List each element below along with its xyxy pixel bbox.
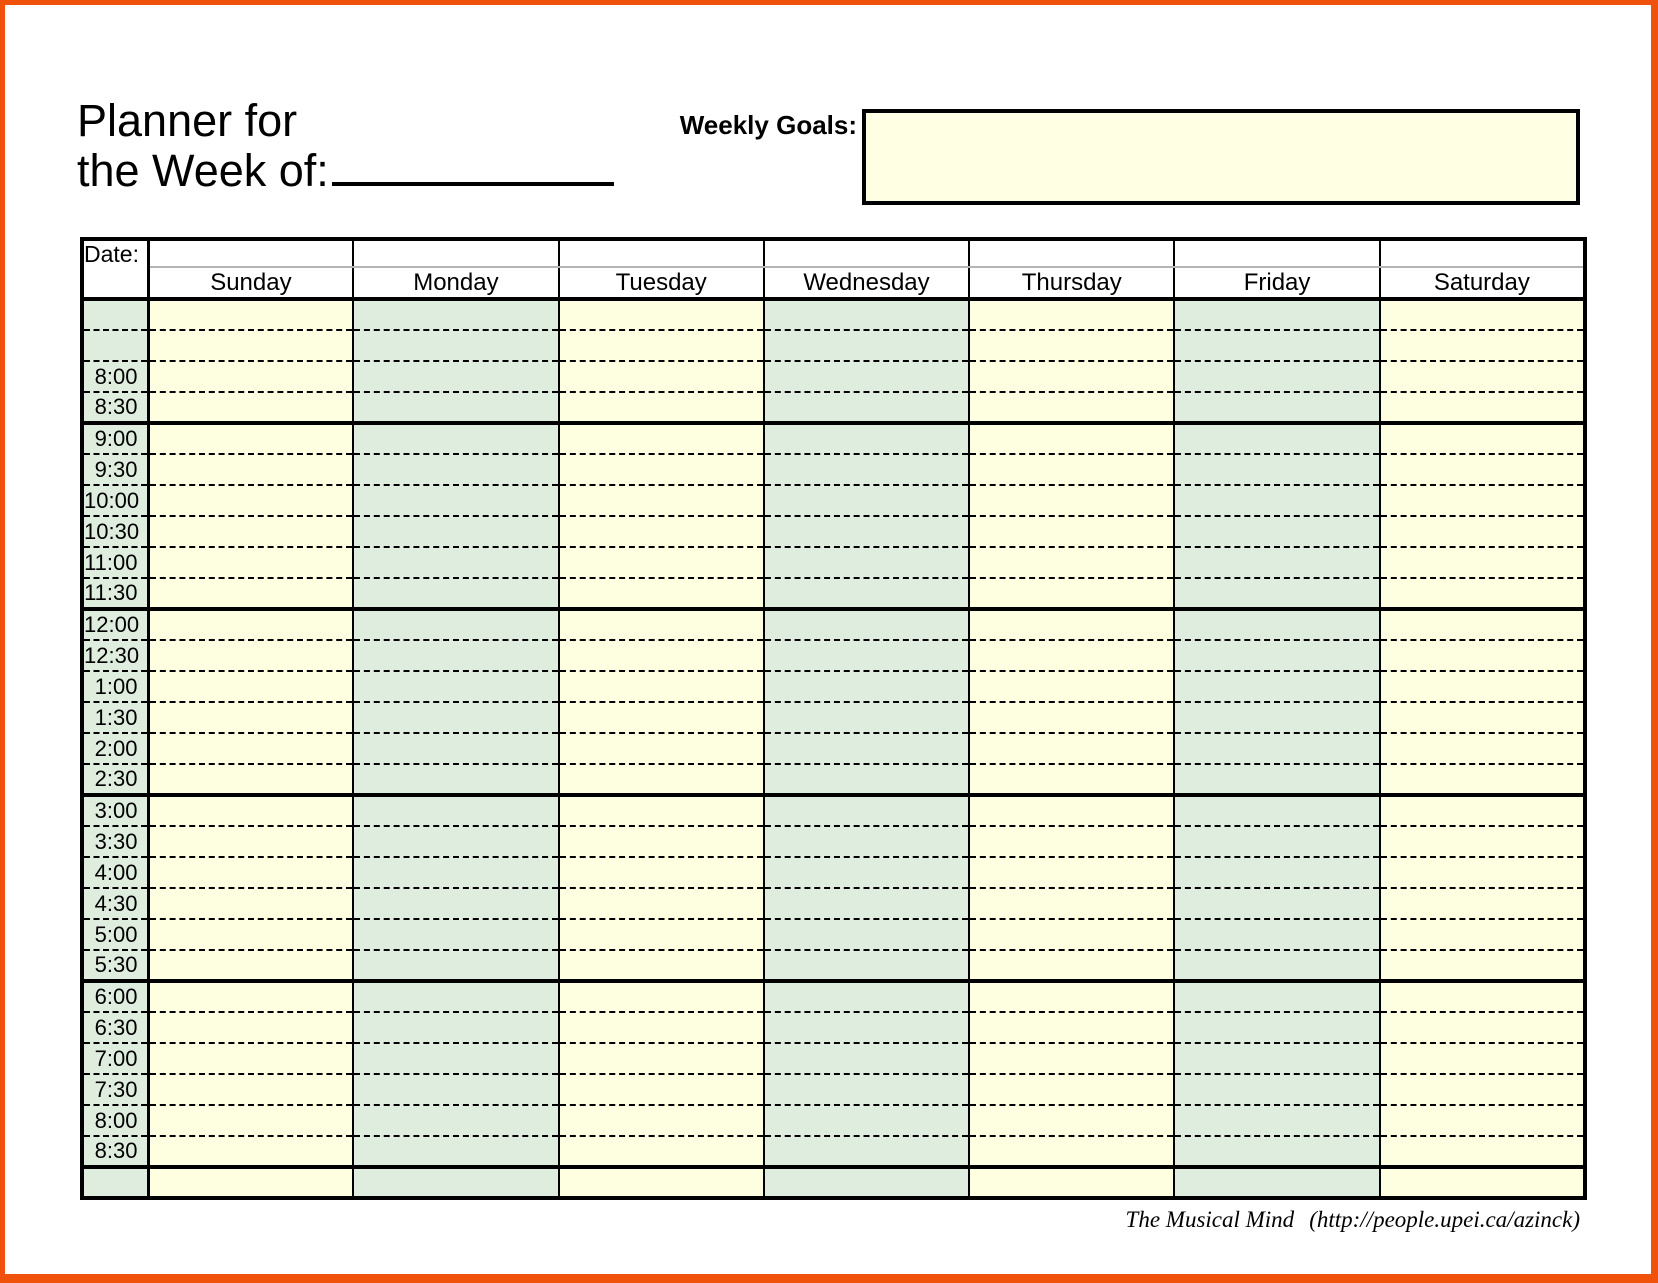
schedule-cell-sunday-330[interactable] — [148, 826, 353, 857]
day-header-monday: Monday — [353, 267, 558, 299]
date-row — [82, 239, 1585, 267]
schedule-cell-saturday-830[interactable] — [1380, 392, 1585, 423]
time-label-900: 9:00 — [82, 423, 148, 454]
schedule-cell-friday-730[interactable] — [1174, 1074, 1379, 1105]
schedule-cell-saturday-900[interactable] — [1380, 423, 1585, 454]
schedule-cell-monday-230[interactable] — [353, 764, 558, 795]
schedule-cell-wednesday[interactable] — [764, 299, 969, 330]
schedule-cell-monday-1000[interactable] — [353, 485, 558, 516]
time-row — [82, 1043, 1585, 1074]
schedule-cell-friday-800[interactable] — [1174, 361, 1379, 392]
schedule-cell-sunday-730[interactable] — [148, 1074, 353, 1105]
schedule-cell-sunday-530[interactable] — [148, 950, 353, 981]
schedule-cell-saturday-1030[interactable] — [1380, 516, 1585, 547]
time-row — [82, 1105, 1585, 1136]
schedule-cell-tuesday[interactable] — [559, 299, 764, 330]
schedule-cell-thursday-930[interactable] — [969, 454, 1174, 485]
schedule-cell-saturday-1100[interactable] — [1380, 547, 1585, 578]
schedule-cell-saturday[interactable] — [1380, 299, 1585, 330]
weekly-goals-input-box[interactable] — [862, 109, 1580, 205]
schedule-cell-sunday[interactable] — [148, 1167, 353, 1198]
schedule-cell-wednesday-700[interactable] — [764, 1043, 969, 1074]
schedule-cell-saturday-630[interactable] — [1380, 1012, 1585, 1043]
time-label-330: 3:30 — [82, 826, 148, 857]
schedule-cell-thursday-530[interactable] — [969, 950, 1174, 981]
schedule-cell-monday-630[interactable] — [353, 1012, 558, 1043]
schedule-cell-thursday-230[interactable] — [969, 764, 1174, 795]
time-row — [82, 764, 1585, 795]
credit-name: The Musical Mind — [1125, 1207, 1295, 1232]
schedule-cell-wednesday-530[interactable] — [764, 950, 969, 981]
schedule-cell-sunday[interactable] — [148, 299, 353, 330]
schedule-cell-saturday-700[interactable] — [1380, 1043, 1585, 1074]
time-label-630: 6:30 — [82, 1012, 148, 1043]
schedule-cell-friday[interactable] — [1174, 1167, 1379, 1198]
schedule-cell-saturday-100[interactable] — [1380, 671, 1585, 702]
time-row — [82, 609, 1585, 640]
schedule-cell-thursday-1000[interactable] — [969, 485, 1174, 516]
time-label-blank — [82, 330, 148, 361]
schedule-cell-monday-700[interactable] — [353, 1043, 558, 1074]
schedule-cell-thursday-300[interactable] — [969, 795, 1174, 826]
schedule-cell-thursday[interactable] — [969, 1167, 1174, 1198]
schedule-cell-tuesday-330[interactable] — [559, 826, 764, 857]
time-label-800: 8:00 — [82, 1105, 148, 1136]
schedule-cell-wednesday-500[interactable] — [764, 919, 969, 950]
schedule-cell-thursday[interactable] — [969, 330, 1174, 361]
schedule-cell-tuesday-800[interactable] — [559, 361, 764, 392]
page-title — [77, 96, 614, 196]
date-label: Date: — [82, 239, 148, 299]
date-entry-cell-saturday[interactable] — [1380, 239, 1585, 267]
time-row — [82, 919, 1585, 950]
time-label-1200: 12:00 — [82, 609, 148, 640]
schedule-cell-sunday-200[interactable] — [148, 733, 353, 764]
schedule-cell-wednesday[interactable] — [764, 1167, 969, 1198]
schedule-cell-monday-1100[interactable] — [353, 547, 558, 578]
time-row — [82, 857, 1585, 888]
time-label-500: 5:00 — [82, 919, 148, 950]
schedule-cell-friday-1230[interactable] — [1174, 640, 1379, 671]
schedule-cell-wednesday-830[interactable] — [764, 392, 969, 423]
date-entry-cell-tuesday[interactable] — [559, 239, 764, 267]
day-header-sunday: Sunday — [148, 267, 353, 299]
schedule-cell-tuesday-1000[interactable] — [559, 485, 764, 516]
time-row — [82, 671, 1585, 702]
schedule-cell-wednesday-300[interactable] — [764, 795, 969, 826]
schedule-cell-saturday-930[interactable] — [1380, 454, 1585, 485]
schedule-cell-friday-1000[interactable] — [1174, 485, 1379, 516]
schedule-cell-tuesday-930[interactable] — [559, 454, 764, 485]
schedule-cell-monday-200[interactable] — [353, 733, 558, 764]
schedule-cell-wednesday-1230[interactable] — [764, 640, 969, 671]
schedule-cell-tuesday-1100[interactable] — [559, 547, 764, 578]
time-label-1230: 12:30 — [82, 640, 148, 671]
credit-line — [1126, 1207, 1580, 1233]
schedule-cell-saturday-730[interactable] — [1380, 1074, 1585, 1105]
credit-url: (http://people.upei.ca/azinck) — [1309, 1207, 1580, 1232]
schedule-cell-wednesday-330[interactable] — [764, 826, 969, 857]
schedule-cell-wednesday-100[interactable] — [764, 671, 969, 702]
schedule-cell-sunday-1130[interactable] — [148, 578, 353, 609]
schedule-cell-monday[interactable] — [353, 1167, 558, 1198]
schedule-cell-thursday-700[interactable] — [969, 1043, 1174, 1074]
title-line2: the Week of: — [77, 145, 329, 196]
schedule-cell-thursday-1100[interactable] — [969, 547, 1174, 578]
schedule-cell-thursday-600[interactable] — [969, 981, 1174, 1012]
schedule-cell-tuesday-700[interactable] — [559, 1043, 764, 1074]
schedule-cell-sunday-800[interactable] — [148, 361, 353, 392]
schedule-cell-monday[interactable] — [353, 299, 558, 330]
time-row — [82, 547, 1585, 578]
time-label-830: 8:30 — [82, 392, 148, 423]
schedule-cell-thursday-830[interactable] — [969, 1136, 1174, 1167]
schedule-cell-sunday-930[interactable] — [148, 454, 353, 485]
time-label-830: 8:30 — [82, 1136, 148, 1167]
schedule-cell-friday-130[interactable] — [1174, 702, 1379, 733]
schedule-cell-monday-1230[interactable] — [353, 640, 558, 671]
schedule-cell-saturday-430[interactable] — [1380, 888, 1585, 919]
schedule-cell-thursday-400[interactable] — [969, 857, 1174, 888]
schedule-cell-monday-130[interactable] — [353, 702, 558, 733]
schedule-cell-tuesday-830[interactable] — [559, 1136, 764, 1167]
schedule-cell-saturday-230[interactable] — [1380, 764, 1585, 795]
time-row — [82, 950, 1585, 981]
time-row — [82, 299, 1585, 330]
schedule-cell-saturday-130[interactable] — [1380, 702, 1585, 733]
day-header-tuesday: Tuesday — [559, 267, 764, 299]
time-label-blank — [82, 1167, 148, 1198]
schedule-cell-friday-300[interactable] — [1174, 795, 1379, 826]
schedule-cell-friday-830[interactable] — [1174, 1136, 1379, 1167]
schedule-cell-sunday-230[interactable] — [148, 764, 353, 795]
day-header-saturday: Saturday — [1380, 267, 1585, 299]
time-label-blank — [82, 299, 148, 330]
schedule-cell-wednesday-730[interactable] — [764, 1074, 969, 1105]
schedule-cell-wednesday-130[interactable] — [764, 702, 969, 733]
schedule-cell-friday-1200[interactable] — [1174, 609, 1379, 640]
schedule-cell-sunday-600[interactable] — [148, 981, 353, 1012]
schedule-cell-thursday-200[interactable] — [969, 733, 1174, 764]
time-row — [82, 392, 1585, 423]
schedule-cell-friday-400[interactable] — [1174, 857, 1379, 888]
schedule-cell-friday-200[interactable] — [1174, 733, 1379, 764]
schedule-cell-friday-630[interactable] — [1174, 1012, 1379, 1043]
schedule-cell-wednesday-1100[interactable] — [764, 547, 969, 578]
schedule-cell-friday-500[interactable] — [1174, 919, 1379, 950]
schedule-cell-monday-730[interactable] — [353, 1074, 558, 1105]
time-label-1130: 11:30 — [82, 578, 148, 609]
schedule-cell-monday-330[interactable] — [353, 826, 558, 857]
time-row — [82, 330, 1585, 361]
schedule-cell-thursday-100[interactable] — [969, 671, 1174, 702]
schedule-cell-thursday-830[interactable] — [969, 392, 1174, 423]
schedule-cell-tuesday-900[interactable] — [559, 423, 764, 454]
weekly-planner-table — [80, 237, 1587, 1200]
schedule-cell-tuesday-130[interactable] — [559, 702, 764, 733]
time-row — [82, 640, 1585, 671]
date-entry-cell-thursday[interactable] — [969, 239, 1174, 267]
schedule-cell-saturday-830[interactable] — [1380, 1136, 1585, 1167]
schedule-cell-tuesday-1200[interactable] — [559, 609, 764, 640]
schedule-cell-wednesday-900[interactable] — [764, 423, 969, 454]
schedule-cell-wednesday-1000[interactable] — [764, 485, 969, 516]
schedule-cell-wednesday-1130[interactable] — [764, 578, 969, 609]
time-label-200: 2:00 — [82, 733, 148, 764]
schedule-cell-thursday-800[interactable] — [969, 1105, 1174, 1136]
schedule-cell-sunday-130[interactable] — [148, 702, 353, 733]
schedule-cell-wednesday-200[interactable] — [764, 733, 969, 764]
schedule-cell-monday-900[interactable] — [353, 423, 558, 454]
schedule-cell-tuesday-730[interactable] — [559, 1074, 764, 1105]
schedule-cell-tuesday-100[interactable] — [559, 671, 764, 702]
schedule-cell-sunday-100[interactable] — [148, 671, 353, 702]
time-label-300: 3:00 — [82, 795, 148, 826]
schedule-cell-thursday[interactable] — [969, 299, 1174, 330]
schedule-cell-tuesday-630[interactable] — [559, 1012, 764, 1043]
schedule-cell-monday-830[interactable] — [353, 1136, 558, 1167]
schedule-cell-friday-100[interactable] — [1174, 671, 1379, 702]
schedule-cell-sunday-900[interactable] — [148, 423, 353, 454]
time-row — [82, 826, 1585, 857]
schedule-cell-tuesday-300[interactable] — [559, 795, 764, 826]
schedule-cell-friday[interactable] — [1174, 299, 1379, 330]
schedule-cell-friday-230[interactable] — [1174, 764, 1379, 795]
schedule-cell-friday-930[interactable] — [1174, 454, 1379, 485]
schedule-cell-wednesday-600[interactable] — [764, 981, 969, 1012]
schedule-cell-thursday-900[interactable] — [969, 423, 1174, 454]
schedule-cell-wednesday[interactable] — [764, 330, 969, 361]
schedule-cell-monday-800[interactable] — [353, 1105, 558, 1136]
date-entry-cell-wednesday[interactable] — [764, 239, 969, 267]
day-header-wednesday: Wednesday — [764, 267, 969, 299]
schedule-cell-tuesday[interactable] — [559, 330, 764, 361]
schedule-cell-friday-1030[interactable] — [1174, 516, 1379, 547]
schedule-cell-friday-830[interactable] — [1174, 392, 1379, 423]
schedule-cell-saturday-400[interactable] — [1380, 857, 1585, 888]
schedule-cell-monday-600[interactable] — [353, 981, 558, 1012]
schedule-cell-saturday-800[interactable] — [1380, 1105, 1585, 1136]
schedule-cell-monday-830[interactable] — [353, 392, 558, 423]
schedule-cell-tuesday-830[interactable] — [559, 392, 764, 423]
schedule-cell-saturday-500[interactable] — [1380, 919, 1585, 950]
schedule-cell-thursday-1200[interactable] — [969, 609, 1174, 640]
time-label-230: 2:30 — [82, 764, 148, 795]
time-row — [82, 1136, 1585, 1167]
schedule-cell-monday-100[interactable] — [353, 671, 558, 702]
schedule-cell-wednesday-800[interactable] — [764, 1105, 969, 1136]
schedule-cell-thursday-330[interactable] — [969, 826, 1174, 857]
schedule-cell-tuesday-430[interactable] — [559, 888, 764, 919]
schedule-cell-friday-430[interactable] — [1174, 888, 1379, 919]
schedule-cell-sunday[interactable] — [148, 330, 353, 361]
schedule-cell-sunday-400[interactable] — [148, 857, 353, 888]
schedule-cell-tuesday-1130[interactable] — [559, 578, 764, 609]
schedule-cell-sunday-700[interactable] — [148, 1043, 353, 1074]
schedule-cell-saturday-800[interactable] — [1380, 361, 1585, 392]
schedule-cell-thursday-500[interactable] — [969, 919, 1174, 950]
day-header-friday: Friday — [1174, 267, 1379, 299]
time-label-600: 6:00 — [82, 981, 148, 1012]
time-label-530: 5:30 — [82, 950, 148, 981]
schedule-cell-tuesday-230[interactable] — [559, 764, 764, 795]
schedule-cell-saturday-330[interactable] — [1380, 826, 1585, 857]
date-entry-cell-sunday[interactable] — [148, 239, 353, 267]
schedule-cell-thursday-1130[interactable] — [969, 578, 1174, 609]
schedule-cell-saturday[interactable] — [1380, 1167, 1585, 1198]
time-row — [82, 1074, 1585, 1105]
time-label-1030: 10:30 — [82, 516, 148, 547]
schedule-cell-sunday-1200[interactable] — [148, 609, 353, 640]
schedule-cell-saturday-1200[interactable] — [1380, 609, 1585, 640]
schedule-cell-tuesday-800[interactable] — [559, 1105, 764, 1136]
schedule-cell-thursday-630[interactable] — [969, 1012, 1174, 1043]
schedule-cell-monday-500[interactable] — [353, 919, 558, 950]
time-row — [82, 1167, 1585, 1198]
schedule-cell-sunday-830[interactable] — [148, 1136, 353, 1167]
schedule-cell-friday-330[interactable] — [1174, 826, 1379, 857]
time-label-1000: 10:00 — [82, 485, 148, 516]
schedule-cell-thursday-1230[interactable] — [969, 640, 1174, 671]
schedule-cell-friday-700[interactable] — [1174, 1043, 1379, 1074]
schedule-cell-sunday-1000[interactable] — [148, 485, 353, 516]
time-row — [82, 702, 1585, 733]
schedule-cell-wednesday-1200[interactable] — [764, 609, 969, 640]
schedule-cell-tuesday[interactable] — [559, 1167, 764, 1198]
schedule-cell-wednesday-800[interactable] — [764, 361, 969, 392]
schedule-cell-sunday-300[interactable] — [148, 795, 353, 826]
schedule-cell-tuesday-500[interactable] — [559, 919, 764, 950]
schedule-cell-sunday-1030[interactable] — [148, 516, 353, 547]
schedule-cell-monday-930[interactable] — [353, 454, 558, 485]
time-label-130: 1:30 — [82, 702, 148, 733]
schedule-cell-friday-600[interactable] — [1174, 981, 1379, 1012]
schedule-cell-wednesday-830[interactable] — [764, 1136, 969, 1167]
schedule-cell-friday-800[interactable] — [1174, 1105, 1379, 1136]
time-label-730: 7:30 — [82, 1074, 148, 1105]
schedule-cell-sunday-800[interactable] — [148, 1105, 353, 1136]
schedule-cell-sunday-1100[interactable] — [148, 547, 353, 578]
schedule-cell-saturday[interactable] — [1380, 330, 1585, 361]
time-row — [82, 888, 1585, 919]
schedule-cell-wednesday-630[interactable] — [764, 1012, 969, 1043]
time-row — [82, 454, 1585, 485]
date-entry-cell-monday[interactable] — [353, 239, 558, 267]
schedule-cell-monday-1030[interactable] — [353, 516, 558, 547]
schedule-cell-wednesday-1030[interactable] — [764, 516, 969, 547]
schedule-cell-saturday-1000[interactable] — [1380, 485, 1585, 516]
schedule-cell-friday-900[interactable] — [1174, 423, 1379, 454]
schedule-cell-monday-1130[interactable] — [353, 578, 558, 609]
schedule-cell-tuesday-1030[interactable] — [559, 516, 764, 547]
schedule-cell-friday[interactable] — [1174, 330, 1379, 361]
schedule-cell-thursday-430[interactable] — [969, 888, 1174, 919]
schedule-cell-saturday-600[interactable] — [1380, 981, 1585, 1012]
schedule-cell-sunday-630[interactable] — [148, 1012, 353, 1043]
week-of-blank-line[interactable] — [332, 182, 614, 186]
time-row — [82, 578, 1585, 609]
schedule-cell-monday[interactable] — [353, 330, 558, 361]
weekly-goals-label: Weekly Goals: — [679, 110, 857, 140]
time-row — [82, 733, 1585, 764]
time-row — [82, 485, 1585, 516]
schedule-cell-monday-800[interactable] — [353, 361, 558, 392]
schedule-cell-saturday-300[interactable] — [1380, 795, 1585, 826]
schedule-cell-tuesday-400[interactable] — [559, 857, 764, 888]
day-names-row — [82, 267, 1585, 299]
time-row — [82, 361, 1585, 392]
schedule-cell-monday-400[interactable] — [353, 857, 558, 888]
time-label-930: 9:30 — [82, 454, 148, 485]
time-label-430: 4:30 — [82, 888, 148, 919]
time-row — [82, 423, 1585, 454]
schedule-cell-thursday-730[interactable] — [969, 1074, 1174, 1105]
schedule-cell-friday-530[interactable] — [1174, 950, 1379, 981]
schedule-cell-monday-430[interactable] — [353, 888, 558, 919]
schedule-cell-friday-1100[interactable] — [1174, 547, 1379, 578]
schedule-cell-thursday-130[interactable] — [969, 702, 1174, 733]
schedule-cell-thursday-800[interactable] — [969, 361, 1174, 392]
schedule-cell-saturday-200[interactable] — [1380, 733, 1585, 764]
time-row — [82, 795, 1585, 826]
time-label-400: 4:00 — [82, 857, 148, 888]
schedule-cell-tuesday-1230[interactable] — [559, 640, 764, 671]
day-header-thursday: Thursday — [969, 267, 1174, 299]
time-row — [82, 981, 1585, 1012]
schedule-cell-sunday-1230[interactable] — [148, 640, 353, 671]
schedule-cell-sunday-500[interactable] — [148, 919, 353, 950]
schedule-cell-monday-530[interactable] — [353, 950, 558, 981]
time-row — [82, 1012, 1585, 1043]
schedule-cell-wednesday-930[interactable] — [764, 454, 969, 485]
schedule-cell-monday-300[interactable] — [353, 795, 558, 826]
title-line1: Planner for — [77, 95, 298, 146]
time-label-1100: 11:00 — [82, 547, 148, 578]
date-entry-cell-friday[interactable] — [1174, 239, 1379, 267]
schedule-cell-wednesday-400[interactable] — [764, 857, 969, 888]
schedule-cell-saturday-530[interactable] — [1380, 950, 1585, 981]
time-label-800: 8:00 — [82, 361, 148, 392]
schedule-cell-tuesday-200[interactable] — [559, 733, 764, 764]
schedule-cell-sunday-830[interactable] — [148, 392, 353, 423]
schedule-cell-monday-1200[interactable] — [353, 609, 558, 640]
time-label-700: 7:00 — [82, 1043, 148, 1074]
schedule-cell-wednesday-230[interactable] — [764, 764, 969, 795]
schedule-cell-tuesday-530[interactable] — [559, 950, 764, 981]
schedule-cell-saturday-1230[interactable] — [1380, 640, 1585, 671]
schedule-cell-friday-1130[interactable] — [1174, 578, 1379, 609]
schedule-cell-tuesday-600[interactable] — [559, 981, 764, 1012]
schedule-cell-wednesday-430[interactable] — [764, 888, 969, 919]
schedule-cell-saturday-1130[interactable] — [1380, 578, 1585, 609]
schedule-cell-thursday-1030[interactable] — [969, 516, 1174, 547]
time-label-100: 1:00 — [82, 671, 148, 702]
time-row — [82, 516, 1585, 547]
schedule-cell-sunday-430[interactable] — [148, 888, 353, 919]
